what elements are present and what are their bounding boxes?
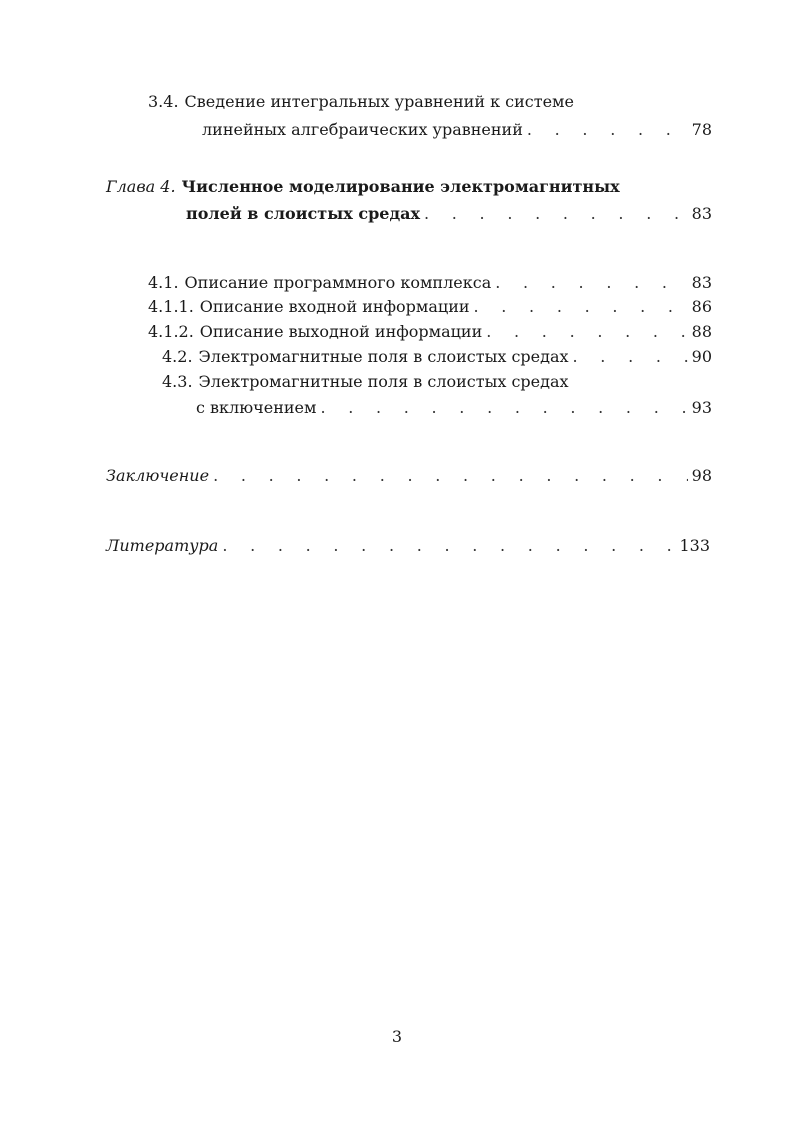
toc-title: Описание программного комплекса: [184, 273, 492, 292]
toc-leader-dots: [486, 322, 687, 342]
toc-title: Электромагнитные поля в слоистых средах: [198, 347, 569, 366]
toc-leader-dots: [474, 297, 688, 317]
toc-page-number: 93: [691, 398, 712, 417]
toc-leader-dots: [527, 120, 688, 140]
toc-entry-3-4-line2: [202, 120, 712, 140]
toc-page-number: 78: [691, 120, 712, 139]
toc-title: линейных алгебраических уравнений: [202, 120, 523, 139]
toc-number: 3.4.: [148, 92, 179, 111]
toc-leader-dots: [573, 347, 688, 367]
toc-entry-4-1-1: [148, 297, 712, 317]
toc-title: Сведение интегральных уравнений к системе: [184, 92, 574, 111]
toc-number: 4.3.: [162, 372, 193, 391]
toc-title: с включением: [196, 398, 317, 417]
page-number: 3: [391, 1027, 403, 1046]
toc-title: Заключение: [106, 466, 210, 485]
toc-entry-4-3-line1: [162, 372, 712, 392]
toc-chapter-title: полей в слоистых средах: [186, 204, 421, 223]
toc-entry-4-3-line2: [196, 398, 712, 418]
toc-title: Литература: [106, 536, 219, 555]
toc-title: Описание входной информации: [199, 297, 470, 316]
toc-page-number: 88: [691, 322, 712, 341]
toc-entry-conclusion: [106, 466, 712, 486]
toc-entry-3-4-line1: [148, 92, 710, 112]
toc-number: 4.1.2.: [148, 322, 194, 341]
toc-page-number: 98: [691, 466, 712, 485]
toc-leader-dots: [213, 466, 688, 486]
toc-chapter-4-line2: [186, 204, 712, 224]
toc-page-number: 83: [691, 204, 712, 223]
toc-page-number: 133: [679, 536, 710, 555]
toc-leader-dots: [424, 204, 688, 224]
toc-leader-dots: [222, 536, 675, 556]
toc-number: 4.1.1.: [148, 297, 194, 316]
toc-page-number: 83: [691, 273, 712, 292]
toc-chapter-title: Численное моделирование электромагнитных: [181, 177, 620, 196]
toc-page-number: 90: [691, 347, 712, 366]
toc-title: Описание выходной информации: [199, 322, 483, 341]
toc-leader-dots: [495, 273, 687, 293]
toc-entry-4-1: [148, 273, 712, 293]
toc-entry-literature: [106, 536, 710, 556]
toc-number: 4.1.: [148, 273, 179, 292]
toc-leader-dots: [320, 398, 687, 418]
toc-chapter-4-line1: [106, 177, 710, 197]
toc-number: 4.2.: [162, 347, 193, 366]
toc-entry-4-1-2: [148, 322, 712, 342]
toc-chapter-prefix: Глава 4.: [106, 177, 176, 196]
toc-entry-4-2: [162, 347, 712, 367]
toc-title: Электромагнитные поля в слоистых средах: [198, 372, 569, 391]
toc-page-number: 86: [691, 297, 712, 316]
